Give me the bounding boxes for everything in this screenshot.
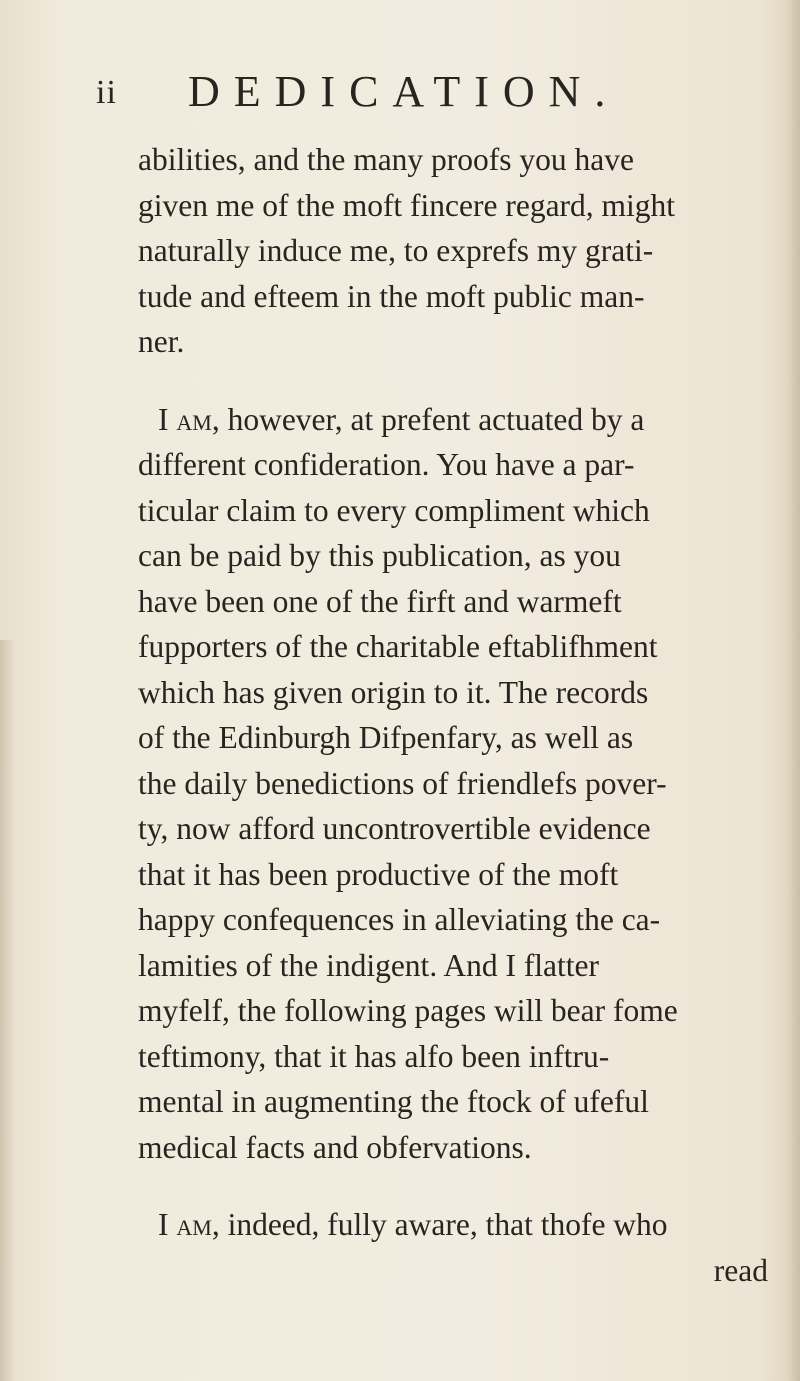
text-line: happy confequences in alleviating the ca- [138, 902, 661, 937]
catchword: read [713, 1252, 768, 1288]
text-line: the daily benedictions of friendlefs pover- [138, 765, 667, 801]
text-line: lamities of the indigent. And I flatter [138, 947, 600, 983]
text-line: fupporters of the charitable eftablifhment [138, 629, 658, 664]
text-line: ticular claim to every compliment which [138, 492, 650, 528]
text-line: of the Edinburgh Difpenfary, as well as [138, 720, 634, 755]
text-line: mental in augmenting the ftock of ufeful [138, 1084, 649, 1119]
page-header [96, 66, 756, 126]
text-line: ner. [138, 324, 185, 359]
paragraph-lead: I am, [158, 1207, 220, 1242]
text-line: tude and efteem in the moft public man- [138, 278, 645, 314]
text-line: ty, now afford uncontrovertible evidence [138, 811, 651, 846]
text-line: myfelf, the following pages will bear fome [138, 993, 678, 1028]
page-number: ii [96, 74, 117, 111]
text-line: abilities, and the many proofs you have [138, 142, 635, 177]
body-text [138, 137, 778, 1293]
paragraph-gap [138, 365, 778, 397]
text-line: teftimony, that it has alfo been inftru- [138, 1038, 610, 1074]
text-line: can be paid by this publication, as you [138, 538, 621, 573]
page-shadow-right [786, 0, 800, 1381]
running-title: DEDICATION. [188, 67, 620, 116]
text-line [138, 397, 778, 443]
text-line: different confideration. You have a par- [138, 447, 635, 482]
text-line: medical facts and obfervations. [138, 1129, 532, 1165]
text-line: given me of the moft fincere regard, might [138, 187, 676, 223]
text-line: that it has been productive of the moft [138, 856, 619, 892]
paragraph-lead: I am, [158, 401, 220, 437]
text-line: which has given origin to it. The records [138, 674, 649, 710]
text-line-rest: however, at prefent actuated by a [219, 401, 645, 437]
text-line: naturally induce me, to exprefs my grati- [138, 233, 654, 268]
paragraph-gap [138, 1170, 778, 1202]
text-line-rest: indeed, fully aware, that thofe who [219, 1207, 668, 1242]
text-line: have been one of the firft and warmeft [138, 583, 622, 619]
text-line [138, 1202, 778, 1248]
page-shadow-left [0, 640, 16, 1381]
